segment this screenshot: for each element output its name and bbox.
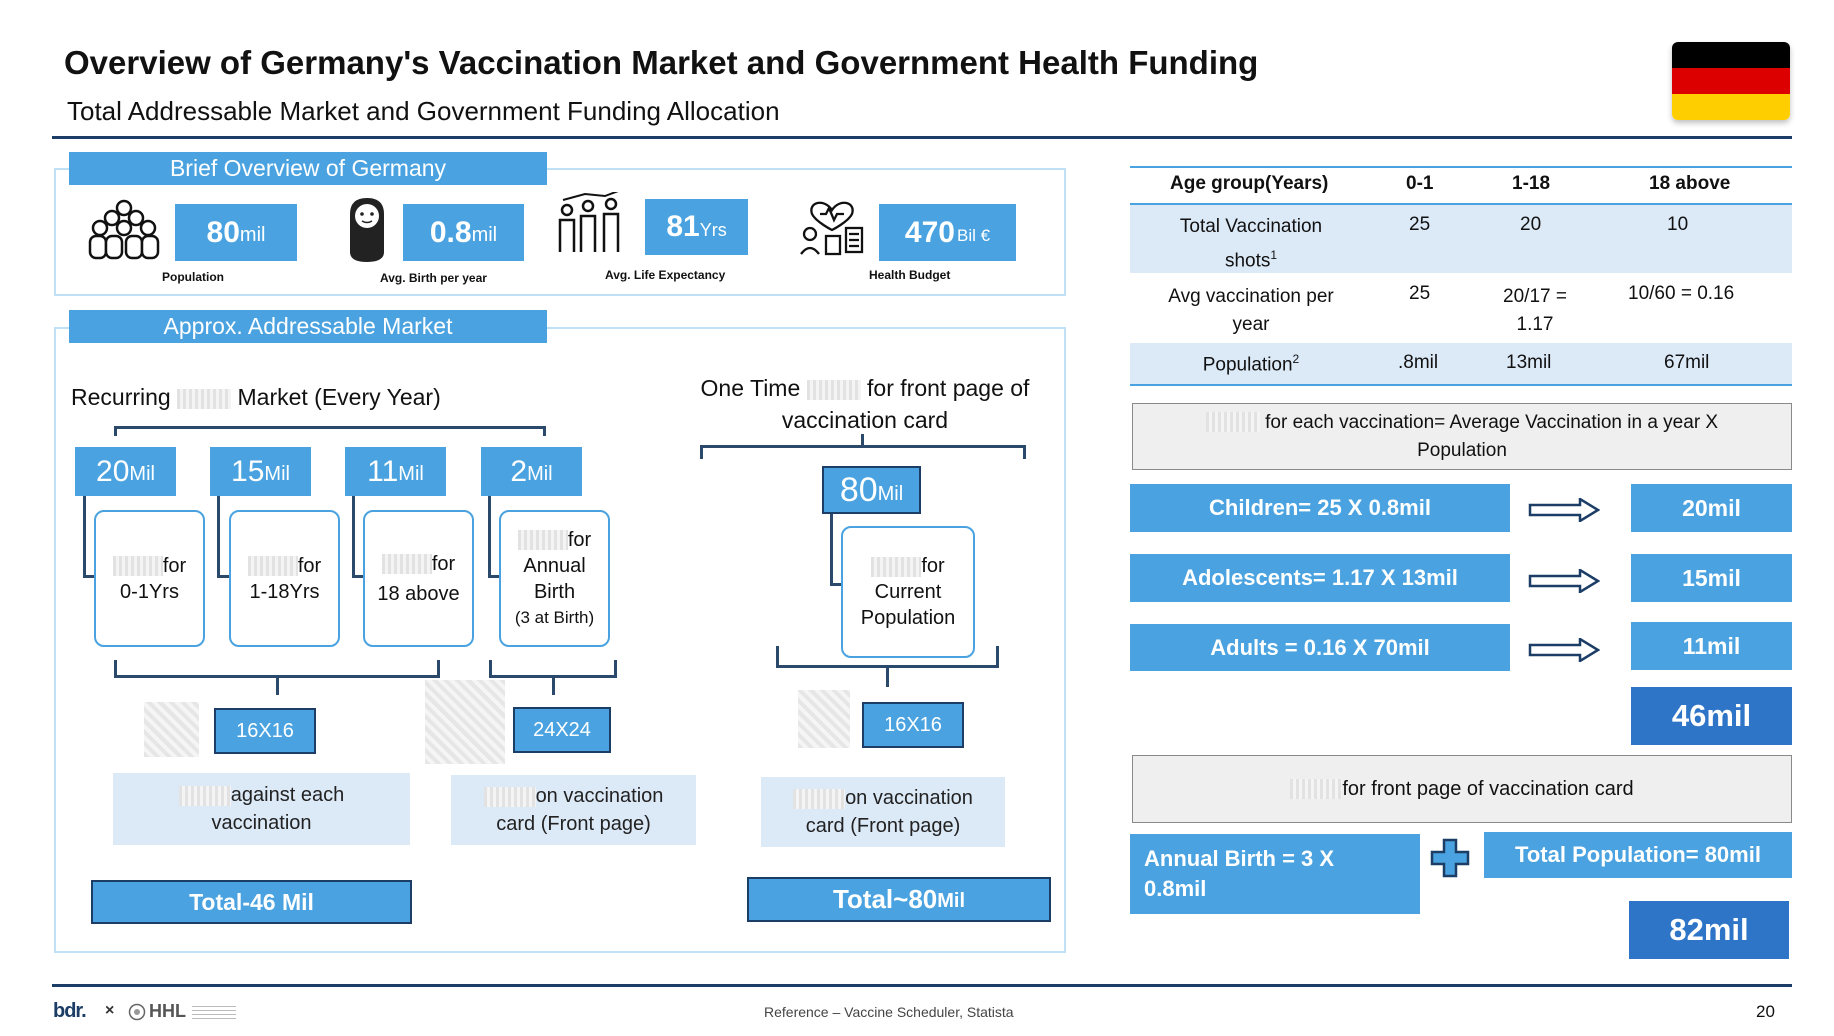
box-line: 1-18Yrs — [249, 580, 320, 603]
label-line: shots — [1224, 250, 1271, 272]
stat-label: Avg. Birth per year — [380, 271, 487, 285]
population-stat — [175, 204, 297, 261]
box-line: Population — [860, 607, 956, 629]
baby-icon — [344, 194, 390, 266]
life-expectancy-stat — [645, 199, 748, 255]
table-top-border — [1130, 166, 1792, 168]
stat-value: 80 — [206, 215, 240, 249]
right-arrow-icon — [1528, 569, 1600, 593]
hhl-tagline-graphic — [192, 1005, 236, 1019]
redacted-text — [871, 557, 921, 577]
table-cell: 10 — [1667, 214, 1689, 235]
market-heading: Approx. Addressable Market — [69, 310, 547, 343]
redacted-text — [518, 530, 568, 550]
hhl-seal-icon — [128, 1003, 146, 1021]
recurring-pre: Recurring — [71, 384, 171, 410]
bottom-bracket — [489, 660, 617, 678]
table-cell: 13mil — [1506, 352, 1552, 373]
note-line: vaccination — [211, 812, 312, 834]
redacted-text — [248, 556, 298, 576]
bottom-bracket — [114, 660, 440, 678]
bdr-logo — [53, 1000, 86, 1023]
note-box — [113, 773, 410, 845]
redacted-image — [798, 690, 850, 748]
stat-label: Population — [162, 270, 224, 284]
table-cell: 67mil — [1664, 352, 1710, 373]
redacted-image — [144, 702, 199, 757]
note-line: against each — [230, 784, 345, 806]
table-cell: 20 — [1520, 214, 1542, 235]
recurring-value-box — [75, 447, 176, 496]
box-line: for — [921, 555, 945, 577]
table-cell-label — [1130, 352, 1372, 376]
stat-value: 0.8 — [429, 215, 472, 249]
redacted-text — [484, 787, 536, 807]
result-adults: 11mil — [1631, 622, 1792, 670]
recurring-value-box — [345, 447, 446, 496]
box-line: Current — [874, 581, 942, 603]
annual-birth-box — [1130, 834, 1420, 914]
table-header-18-above: 18 above — [1649, 173, 1731, 194]
box-line: (3 at Birth) — [514, 607, 595, 627]
box-line: for — [431, 552, 456, 575]
page-subtitle: Total Addressable Market and Government Funding Allocation — [67, 96, 780, 126]
box-line: Birth — [533, 580, 576, 603]
note-line: on vaccination — [535, 785, 664, 807]
box-line: 0.8mil — [1144, 876, 1207, 901]
stat-unit: Bil € — [956, 225, 991, 245]
bracket-stem — [886, 667, 889, 687]
recurring-post: Market (Every Year) — [237, 384, 441, 410]
footnote-sup: 1 — [1270, 248, 1278, 262]
value-number: 2 — [510, 454, 528, 488]
redacted-text — [1206, 412, 1260, 432]
box-line: 0-1Yrs — [120, 580, 179, 603]
total-population-box: Total Population= 80mil — [1484, 832, 1792, 878]
footer-divider — [52, 984, 1792, 987]
label-line: Population — [1202, 354, 1293, 376]
germany-flag-icon — [1672, 42, 1790, 120]
total-text: Total~80 — [832, 884, 938, 914]
note-text: for front page of vaccination card — [1342, 777, 1634, 800]
box-line: Annual — [523, 554, 586, 577]
note-box — [761, 777, 1005, 847]
value-unit: Mil — [398, 463, 424, 485]
onetime-post: for front page of — [867, 375, 1030, 401]
grand-total: 82mil — [1629, 901, 1789, 959]
formula-line: for each vaccination= Average Vaccination in a year X — [1265, 411, 1719, 433]
cross-mark: × — [105, 1002, 115, 1019]
table-cell: 25 — [1409, 214, 1431, 235]
segment-box-0-1 — [94, 510, 205, 647]
note-box — [451, 775, 696, 845]
stat-unit: Yrs — [699, 219, 727, 240]
sum-total: 46mil — [1631, 687, 1792, 745]
value-number: 20 — [96, 454, 130, 488]
table-cell: 10/60 = 0.16 — [1628, 283, 1735, 304]
value-number: 15 — [231, 454, 265, 488]
people-icon — [86, 198, 162, 260]
value-unit: Mil — [264, 463, 290, 485]
table-cell — [1490, 283, 1580, 339]
redacted-text — [177, 389, 231, 409]
onetime-value-box — [822, 466, 921, 514]
box-line: 18 above — [377, 582, 460, 605]
table-header-0-1: 0-1 — [1406, 173, 1434, 194]
cell-line: 1.17 — [1516, 314, 1554, 335]
plus-icon — [1429, 837, 1471, 879]
note-line: on vaccination — [845, 787, 973, 809]
redacted-text — [382, 554, 432, 574]
current-population-box — [841, 526, 975, 658]
calc-adolescents: Adolescents= 1.17 X 13mil — [1130, 554, 1510, 602]
stat-value: 81 — [666, 210, 700, 243]
box-line: for — [297, 554, 322, 577]
total-recurring: Total-46 Mil — [91, 880, 412, 924]
reference-text: Reference – Vaccine Scheduler, Statista — [764, 1004, 1014, 1020]
value-number: 80 — [839, 470, 878, 509]
segment-box-18-above — [363, 510, 474, 647]
stat-unit: mil — [471, 224, 498, 246]
page-number: 20 — [1756, 1002, 1775, 1021]
bracket-stem — [276, 677, 279, 695]
box-line: Annual Birth = 3 X — [1144, 846, 1335, 871]
label-line: Avg vaccination per — [1168, 286, 1334, 307]
label-line: year — [1232, 314, 1270, 335]
table-cell-label — [1130, 283, 1372, 339]
elderly-icon — [555, 192, 627, 256]
right-arrow-icon — [1528, 638, 1600, 662]
footnote-sup: 2 — [1292, 352, 1300, 366]
recurring-value-box — [210, 447, 311, 496]
box-line: for — [162, 554, 187, 577]
bracket-stem — [552, 677, 555, 695]
segment-box-annual-birth — [499, 510, 610, 647]
label-line: Total Vaccination — [1179, 216, 1323, 237]
value-unit: Mil — [129, 463, 155, 485]
recurring-bracket — [114, 426, 546, 436]
value-unit: Mil — [877, 482, 904, 505]
page-title: Overview of Germany's Vaccination Market and Government Health Funding — [64, 44, 1259, 81]
right-arrow-icon — [1528, 498, 1600, 522]
redacted-text — [179, 786, 231, 806]
table-cell-label — [1130, 213, 1372, 275]
size-box: 16X16 — [214, 708, 316, 754]
recurring-value-box — [481, 447, 582, 496]
note-line: card (Front page) — [805, 815, 961, 837]
health-budget-icon — [798, 190, 866, 258]
recurring-title — [71, 384, 441, 411]
onetime-title — [680, 372, 1050, 436]
size-box: 16X16 — [862, 702, 964, 748]
total-unit: Mil — [937, 890, 966, 912]
stat-label: Avg. Life Expectancy — [605, 268, 726, 282]
stat-label: Health Budget — [869, 268, 951, 282]
bdr-logo-text: bdr. — [53, 1000, 86, 1022]
table-header-1-18: 1-18 — [1512, 173, 1551, 194]
formula-line: Population — [1417, 439, 1507, 461]
redacted-text — [1290, 779, 1342, 799]
health-budget-stat — [879, 204, 1016, 261]
redacted-text — [113, 556, 163, 576]
total-onetime — [747, 877, 1051, 922]
size-box: 24X24 — [513, 707, 611, 753]
redacted-image — [425, 680, 505, 764]
result-children: 20mil — [1631, 484, 1792, 532]
box-line: for — [567, 528, 592, 551]
table-cell: 25 — [1409, 283, 1431, 304]
table-header-age: Age group(Years) — [1170, 173, 1329, 194]
cell-line: 20/17 = — [1503, 286, 1567, 307]
bottom-bracket — [776, 646, 999, 668]
calc-adults: Adults = 0.16 X 70mil — [1130, 624, 1510, 671]
front-page-note — [1132, 755, 1792, 823]
birth-stat — [403, 204, 524, 261]
result-adolescents: 15mil — [1631, 554, 1792, 602]
onetime-bracket — [700, 445, 1026, 459]
note-line: card (Front page) — [496, 813, 651, 835]
formula-box — [1132, 403, 1792, 470]
hhl-logo — [128, 1001, 236, 1022]
onetime-pre: One Time — [700, 375, 801, 401]
overview-heading: Brief Overview of Germany — [69, 152, 547, 185]
header-divider — [52, 136, 1792, 139]
onetime-line: vaccination card — [781, 407, 949, 433]
value-number: 11 — [367, 454, 399, 488]
hhl-logo-text: HHL — [149, 1001, 186, 1021]
calc-children: Children= 25 X 0.8mil — [1130, 484, 1510, 532]
bracket-stem — [861, 434, 864, 446]
segment-box-1-18 — [229, 510, 340, 647]
stat-unit: mil — [239, 224, 266, 246]
value-unit: Mil — [527, 463, 553, 485]
redacted-text — [807, 380, 861, 400]
redacted-text — [793, 789, 845, 809]
stat-value: 470 — [904, 215, 955, 249]
table-cell: .8mil — [1398, 352, 1439, 373]
table-bottom-border — [1130, 384, 1792, 386]
